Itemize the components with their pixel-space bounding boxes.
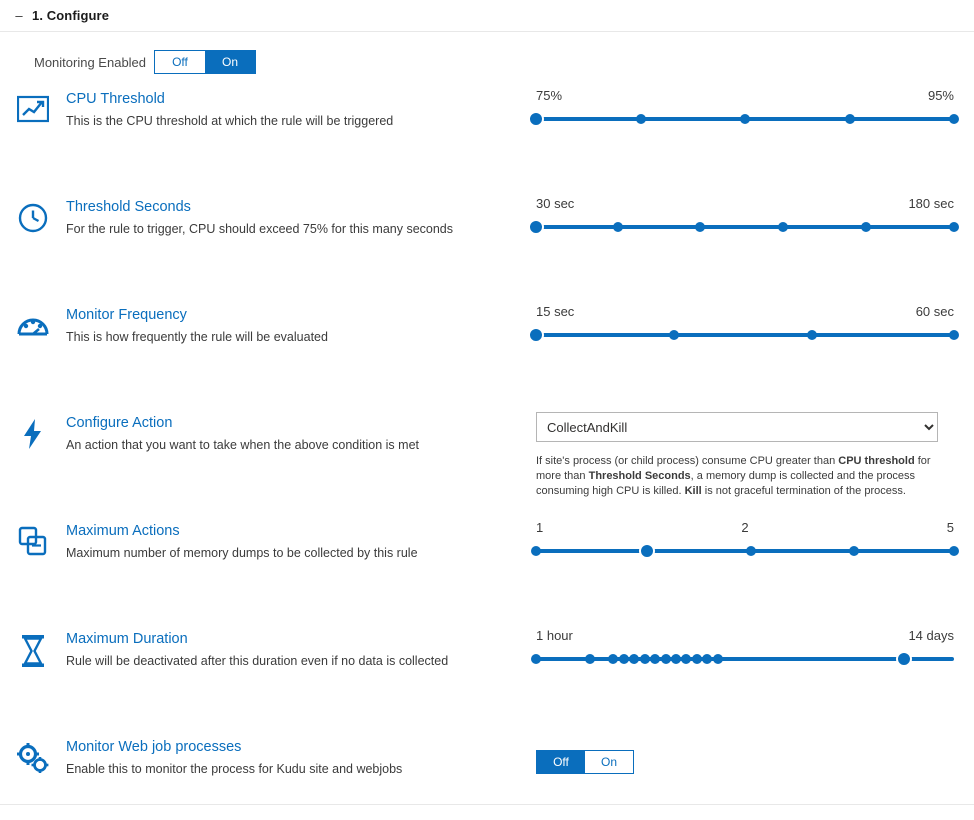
gauge-icon — [0, 298, 66, 340]
slider-tick[interactable] — [778, 222, 788, 232]
threshold-seconds-min-label: 30 sec — [536, 196, 575, 211]
row-monitor-webjob-processes — [0, 730, 974, 820]
slider-tick[interactable] — [695, 222, 705, 232]
settings-rows — [0, 78, 974, 820]
maximum-actions-max-label: 5 — [946, 520, 954, 535]
slider-thumb[interactable] — [528, 111, 544, 127]
configure-action-select[interactable] — [536, 412, 938, 442]
row-title-maximum-actions[interactable]: Maximum Actions — [66, 523, 180, 539]
maximum-actions-slider[interactable] — [536, 543, 954, 559]
maximum-duration-min-label: 1 hour — [536, 628, 573, 643]
slider-thumb[interactable] — [528, 327, 544, 343]
slider-tick[interactable] — [531, 654, 541, 664]
slider-thumb[interactable] — [528, 219, 544, 235]
cpu-threshold-min-label: 75% — [536, 88, 563, 103]
monitoring-on-button[interactable]: On — [205, 51, 255, 73]
monitoring-enabled-row — [0, 32, 974, 78]
slider-tick[interactable] — [807, 330, 817, 340]
maximum-duration-slider[interactable] — [536, 651, 954, 667]
monitor-frequency-slider[interactable] — [536, 327, 954, 343]
slider-tick[interactable] — [681, 654, 691, 664]
row-desc-configure-action: An action that you want to take when the above condition is met — [66, 438, 419, 452]
row-monitor-frequency — [0, 298, 974, 406]
slider-tick[interactable] — [669, 330, 679, 340]
monitoring-enabled-toggle[interactable] — [154, 50, 256, 74]
row-desc-cpu-threshold: This is the CPU threshold at which the rule will be triggered — [66, 114, 394, 128]
slider-tick[interactable] — [702, 654, 712, 664]
threshold-seconds-slider[interactable] — [536, 219, 954, 235]
slider-track[interactable] — [536, 549, 954, 553]
row-desc-monitor-frequency: This is how frequently the rule will be evaluated — [66, 330, 328, 344]
monitor-webjob-toggle[interactable] — [536, 750, 634, 774]
maximum-actions-min-label: 1 — [536, 520, 544, 535]
monitor-frequency-max-label: 60 sec — [915, 304, 954, 319]
section-header — [0, 0, 974, 32]
page-title: 1. Configure — [32, 8, 110, 23]
slider-tick[interactable] — [629, 654, 639, 664]
clock-icon — [0, 190, 66, 234]
row-title-monitor-frequency[interactable]: Monitor Frequency — [66, 307, 187, 323]
slider-tick[interactable] — [949, 546, 959, 556]
monitor-webjob-off-button[interactable]: Off — [537, 751, 585, 773]
slider-tick[interactable] — [650, 654, 660, 664]
monitoring-off-button[interactable]: Off — [155, 51, 205, 73]
slider-tick[interactable] — [861, 222, 871, 232]
row-configure-action — [0, 406, 974, 514]
slider-tick[interactable] — [671, 654, 681, 664]
slider-tick[interactable] — [585, 654, 595, 664]
slider-thumb[interactable] — [896, 651, 912, 667]
cpu-threshold-max-label: 95% — [927, 88, 954, 103]
slider-track[interactable] — [536, 333, 954, 337]
row-desc-maximum-duration: Rule will be deactivated after this duration even if no data is collected — [66, 654, 449, 668]
monitor-frequency-min-label: 15 sec — [536, 304, 575, 319]
slider-tick[interactable] — [613, 222, 623, 232]
row-title-threshold-seconds[interactable]: Threshold Seconds — [66, 199, 191, 215]
slider-tick[interactable] — [849, 546, 859, 556]
threshold-seconds-max-label: 180 sec — [908, 196, 954, 211]
slider-tick[interactable] — [740, 114, 750, 124]
slider-tick[interactable] — [713, 654, 723, 664]
collapse-icon[interactable]: – — [15, 8, 23, 23]
row-title-maximum-duration[interactable]: Maximum Duration — [66, 631, 188, 647]
cpu-threshold-slider[interactable] — [536, 111, 954, 127]
footer-divider — [0, 804, 974, 805]
slider-tick[interactable] — [692, 654, 702, 664]
row-desc-maximum-actions: Maximum number of memory dumps to be collected by this rule — [66, 546, 418, 560]
slider-tick[interactable] — [619, 654, 629, 664]
slider-tick[interactable] — [636, 114, 646, 124]
slider-tick[interactable] — [949, 222, 959, 232]
slider-thumb[interactable] — [639, 543, 655, 559]
row-maximum-actions — [0, 514, 974, 622]
row-cpu-threshold — [0, 82, 974, 190]
monitor-webjob-on-button[interactable]: On — [585, 751, 633, 773]
slider-tick[interactable] — [661, 654, 671, 664]
configure-action-help-text: If site's process (or child process) consume CPU greater than CPU threshold for more than Threshold Seconds, a memory dump is collected and the process consuming high CPU is killed. Kill is not graceful termination of the process. — [536, 455, 931, 497]
row-title-monitor-webjob-processes[interactable]: Monitor Web job processes — [66, 739, 242, 755]
monitoring-enabled-label: Monitoring Enabled — [34, 54, 147, 70]
gears-icon — [0, 730, 66, 774]
slider-tick[interactable] — [531, 546, 541, 556]
maximum-actions-value-label: 2 — [741, 520, 749, 535]
maximum-duration-max-label: 14 days — [908, 628, 954, 643]
row-desc-monitor-webjob-processes: Enable this to monitor the process for Kudu site and webjobs — [66, 762, 403, 776]
row-desc-threshold-seconds: For the rule to trigger, CPU should exceed 75% for this many seconds — [66, 222, 453, 236]
copy-pages-icon — [0, 514, 66, 556]
hourglass-icon — [0, 622, 66, 668]
slider-tick[interactable] — [845, 114, 855, 124]
slider-track[interactable] — [536, 225, 954, 229]
lightning-bolt-icon — [0, 406, 66, 450]
row-title-cpu-threshold[interactable]: CPU Threshold — [66, 91, 165, 107]
row-maximum-duration — [0, 622, 974, 730]
row-threshold-seconds — [0, 190, 974, 298]
slider-tick[interactable] — [949, 330, 959, 340]
slider-track[interactable] — [536, 657, 954, 661]
row-title-configure-action[interactable]: Configure Action — [66, 415, 173, 431]
line-chart-icon — [0, 82, 66, 124]
slider-tick[interactable] — [746, 546, 756, 556]
slider-tick[interactable] — [640, 654, 650, 664]
slider-tick[interactable] — [949, 114, 959, 124]
slider-tick[interactable] — [608, 654, 618, 664]
